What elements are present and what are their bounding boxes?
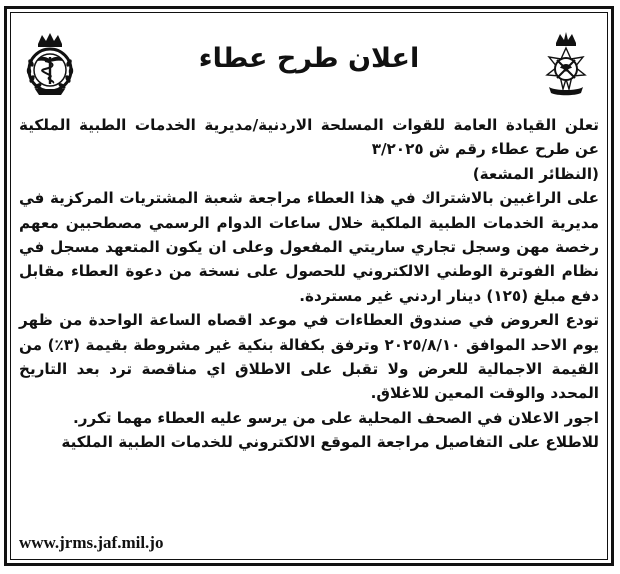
- eligibility-paragraph: على الراغبين بالاشتراك في هذا العطاء مراجعة شعبة المشتريات المركزية في مديرية الخدمات الطبية الملكية خلال ساعات الدوام الرسمي مصطحبين معهم رخصة مهن وسجل تجاري ساريتي المفعول وعلى ان يكون المتعهد مسجل في نظام الفوترة الوطني الالكتروني للحصول على نسخة من دعوة العطاء مقابل دفع مبلغ (١٢٥) دينار اردني غير مستردة.: [19, 189, 599, 305]
- website-link[interactable]: www.jrms.jaf.mil.jo: [19, 533, 164, 552]
- armed-forces-emblem-icon: [535, 31, 597, 97]
- submission-paragraph: تودع العروض في صندوق العطاءات في موعد اقصاه الساعة الواحدة من ظهر يوم الاحد الموافق ٢٠٢٥/٨/١٠ وترفق بكفالة بنكية غير مشروطة بقيمة (٣٪) من القيمة الاجمالية للعرض ولا تقبل على الاطلاق اي مناقصة ترد بعد التاريخ المحدد والوقت المعين للاغلاق.: [19, 311, 599, 403]
- announcement-header: [11, 13, 607, 109]
- announcement-inner-border: [10, 12, 608, 560]
- details-paragraph: للاطلاع على التفاصيل مراجعة الموقع الالكتروني للخدمات الطبية الملكية: [61, 433, 599, 452]
- announcement-title: اعلان طرح عطاء: [198, 43, 420, 74]
- announcement-body: [19, 113, 599, 455]
- announcement-intro: تعلن القيادة العامة للقوات المسلحة الاردنية/مديرية الخدمات الطبية الملكية عن طرح عطاء رقم ش ٣/٢٠٢٥: [19, 116, 599, 159]
- announcement-frame: [4, 6, 614, 566]
- tender-subject: (النظائر المشعة): [472, 164, 599, 183]
- advertising-fees-paragraph: اجور الاعلان في الصحف المحلية على من يرسو عليه العطاء مهما تكرر.: [73, 408, 599, 427]
